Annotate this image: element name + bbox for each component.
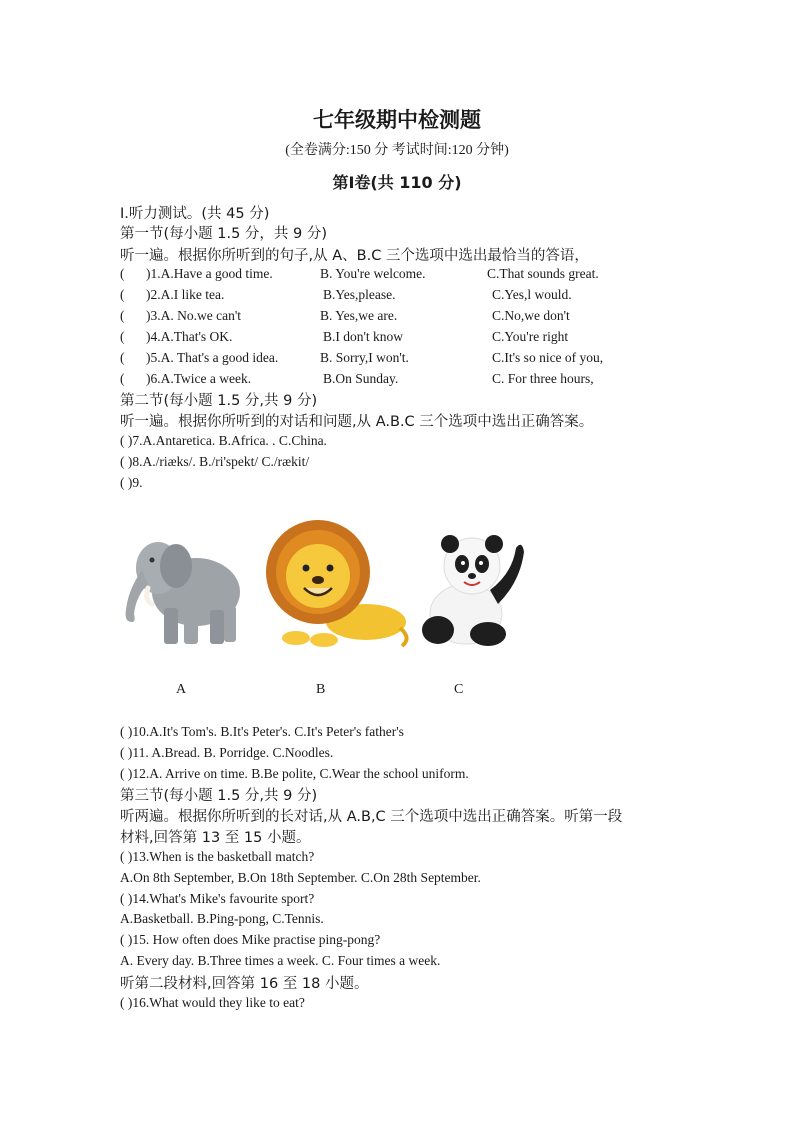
question-2 xyxy=(120,287,640,305)
elephant-picture xyxy=(118,530,244,650)
lion-picture xyxy=(262,518,412,654)
option-a: )2.A.I like tea. xyxy=(146,287,225,302)
question-13: ( )13.When is the basketball match? xyxy=(120,849,315,864)
question-16: ( )16.What would they like to eat? xyxy=(120,995,305,1010)
option-b: B. You're welcome. xyxy=(320,266,426,281)
question-6 xyxy=(120,371,640,389)
option-a: )5.A. That's a good idea. xyxy=(146,350,279,365)
option-b: B. Yes,we are. xyxy=(320,308,398,323)
question-4 xyxy=(120,329,640,347)
exam-title: 七年级期中检测题 xyxy=(313,108,481,132)
answer-paren: ( xyxy=(120,266,125,281)
part2-instructions: 听一遍。根据你所听到的对话和问题,从 A.B.C 三个选项中选出正确答案。 xyxy=(120,414,594,430)
answer-paren: ( xyxy=(120,308,125,323)
question-15: ( )15. How often does Mike practise ping-pong? xyxy=(120,932,381,947)
question-15-options: A. Every day. B.Three times a week. C. Four times a week. xyxy=(120,953,441,968)
option-c: C.That sounds great. xyxy=(487,266,599,281)
picture-label-b: B xyxy=(316,682,326,697)
answer-paren: ( xyxy=(120,329,125,344)
option-c: C.You're right xyxy=(492,329,569,344)
question-10: ( )10.A.It's Tom's. B.It's Peter's. C.It's Peter's father's xyxy=(120,724,404,739)
question-14: ( )14.What's Mike's favourite sport? xyxy=(120,891,315,906)
part3-instructions-2: 材料,回答第 13 至 15 小题。 xyxy=(120,830,311,846)
part2-heading: 第二节(每小题 1.5 分,共 9 分) xyxy=(120,393,318,409)
exam-subtitle: (全卷满分:150 分 考试时间:120 分钟) xyxy=(285,143,509,158)
question-7: ( )7.A.Antaretica. B.Africa. . C.China. xyxy=(120,433,327,448)
part3-instructions-1: 听两遍。根据你所听到的长对话,从 A.B,C 三个选项中选出正确答案。听第一段 xyxy=(120,809,623,825)
option-c: C.No,we don't xyxy=(492,308,570,323)
question-3 xyxy=(120,308,640,326)
option-a: )6.A.Twice a week. xyxy=(146,371,252,386)
question-12: ( )12.A. Arrive on time. B.Be polite, C.Wear the school uniform. xyxy=(120,766,469,781)
option-a: )3.A. No.we can't xyxy=(146,308,242,323)
answer-paren: ( xyxy=(120,287,125,302)
option-a: )1.A.Have a good time. xyxy=(146,266,273,281)
option-c: C.Yes,l would. xyxy=(492,287,572,302)
question-1 xyxy=(120,266,640,284)
panda-picture xyxy=(416,534,528,648)
option-b: B.I don't know xyxy=(323,329,404,344)
option-c: C.It's so nice of you, xyxy=(492,350,604,365)
picture-label-c: C xyxy=(454,682,464,697)
option-c: C. For three hours, xyxy=(492,371,594,386)
volume-heading: 第Ⅰ卷(共 110 分) xyxy=(332,173,462,192)
question-11: ( )11. A.Bread. B. Porridge. C.Noodles. xyxy=(120,745,334,760)
question-5 xyxy=(120,350,640,368)
picture-label-a: A xyxy=(176,682,187,697)
answer-paren: ( xyxy=(120,350,125,365)
question-8: ( )8.A./riæks/. B./ri'spekt/ C./rækit/ xyxy=(120,454,310,469)
option-b: B. Sorry,I won't. xyxy=(320,350,409,365)
question-13-options: A.On 8th September, B.On 18th September. C.On 28th September. xyxy=(120,870,481,885)
question-9: ( )9. xyxy=(120,475,143,490)
part3-heading: 第三节(每小题 1.5 分,共 9 分) xyxy=(120,788,318,804)
part1-heading: 第一节(每小题 1.5 分，共 9 分) xyxy=(120,226,328,242)
question-14-options: A.Basketball. B.Ping-pong, C.Tennis. xyxy=(120,911,324,926)
part3-instructions-3: 听第二段材料,回答第 16 至 18 小题。 xyxy=(120,976,369,992)
option-a: )4.A.That's OK. xyxy=(146,329,233,344)
option-b: B.Yes,please. xyxy=(323,287,396,302)
answer-paren: ( xyxy=(120,371,125,386)
option-b: B.On Sunday. xyxy=(323,371,399,386)
section-heading: Ⅰ.听力测试。(共 45 分) xyxy=(120,206,270,222)
part1-instructions: 听一遍。根据你所听到的句子,从 A、B.C 三个选项中选出最恰当的答语， xyxy=(120,248,589,264)
